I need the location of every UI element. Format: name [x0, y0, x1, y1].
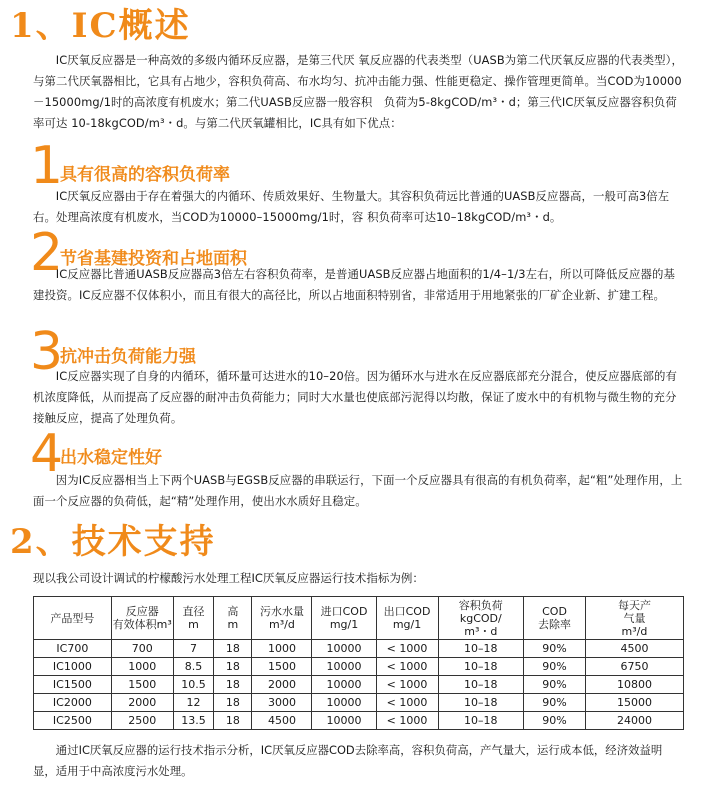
table-cell: 90%: [524, 694, 586, 712]
advantage-2-number: 2: [30, 223, 64, 283]
table-row: [34, 640, 684, 658]
table-cell: 10–18: [438, 676, 524, 694]
advantage-3-number: 3: [30, 322, 64, 382]
column-header: 每天产 气量 m³/d: [585, 597, 683, 640]
table-cell: 18: [214, 640, 252, 658]
table-cell: 3000: [252, 694, 312, 712]
table-cell: IC700: [34, 640, 112, 658]
table-cell: < 1000: [376, 658, 438, 676]
table-cell: < 1000: [376, 640, 438, 658]
table-row: [34, 676, 684, 694]
table-row: [34, 694, 684, 712]
advantage-4-title: 出水稳定性好: [60, 448, 162, 468]
table-cell: 1000: [111, 658, 173, 676]
table-cell: 8.5: [173, 658, 214, 676]
advantage-1-number: 1: [30, 136, 64, 196]
column-header: 出口COD mg/1: [376, 597, 438, 640]
table-cell: 6750: [585, 658, 683, 676]
advantage-3-title: 抗冲击负荷能力强: [60, 347, 196, 367]
table-cell: 1000: [252, 640, 312, 658]
table-cell: 24000: [585, 712, 683, 730]
overview-paragraph: IC厌氧反应器是一种高效的多级内循环反应器，是第三代厌 氧反应器的代表类型（UASB为第二代厌氧反应器的代表类型），与第二代厌氧器相比，它具有占地少，容积负荷高、布水均匀、抗冲击能力强、性能更稳定、操作管理更简单。当COD为10000－15000mg/1时的高浓度有机废水；第二代UASB反应器一般容积 负荷为5-8kgCOD/m³・d；第三代IC厌氧反应器容积负荷率可达 10-18kgCOD/m³・d。与第二代厌氧罐相比，IC具有如下优点：: [33, 53, 683, 130]
table-cell: 4500: [585, 640, 683, 658]
table-cell: < 1000: [376, 676, 438, 694]
table-cell: 700: [111, 640, 173, 658]
table-cell: 10000: [312, 640, 376, 658]
table-intro: 现以我公司设计调试的柠檬酸污水处理工程IC厌氧反应器运行技术指标为例：: [33, 571, 424, 585]
table-cell: 13.5: [173, 712, 214, 730]
table-cell: 18: [214, 676, 252, 694]
table-body: [34, 640, 684, 730]
spec-table: [33, 596, 684, 730]
table-cell: 90%: [524, 640, 586, 658]
table-cell: 7: [173, 640, 214, 658]
table-cell: 90%: [524, 712, 586, 730]
conclusion-paragraph: 通过IC厌氧反应器的运行技术指示分析，IC厌氧反应器COD去除率高，容积负荷高，产气量大，运行成本低，经济效益明显，适用于中高浓度污水处理。: [33, 743, 663, 778]
table-cell: < 1000: [376, 694, 438, 712]
table-cell: IC1500: [34, 676, 112, 694]
advantage-2-title: 节省基建投资和占地面积: [60, 249, 247, 269]
table-cell: 10000: [312, 712, 376, 730]
section2-heading: 2、技术支持: [10, 522, 216, 562]
table-cell: 10–18: [438, 712, 524, 730]
table-cell: 18: [214, 694, 252, 712]
column-header: COD 去除率: [524, 597, 586, 640]
table-cell: 15000: [585, 694, 683, 712]
table-cell: 10800: [585, 676, 683, 694]
advantage-1-title: 具有很高的容积负荷率: [60, 165, 230, 185]
advantage-3-text: IC反应器实现了自身的内循环，循环量可达进水的10–20倍。因为循环水与进水在反应器底部充分混合，使反应器底部的有机浓度降低，从而提高了反应器的耐冲击负荷能力；同时大水量也使底部污泥得以均散，保证了废水中的有机物与微生物的充分接触反应，提高了处理负荷。: [33, 369, 678, 425]
table-cell: 90%: [524, 658, 586, 676]
table-cell: 10–18: [438, 640, 524, 658]
table-row: [34, 712, 684, 730]
table-cell: < 1000: [376, 712, 438, 730]
table-cell: 18: [214, 658, 252, 676]
advantage-4-number: 4: [30, 424, 64, 484]
column-header: 产品型号: [34, 597, 112, 640]
advantage-4-text: 因为IC反应器相当上下两个UASB与EGSB反应器的串联运行，下面一个反应器具有很高的有机负荷率，起“粗”处理作用，上面一个反应器的负荷低，起“精”处理作用，使出水水质好且稳定。: [33, 473, 683, 508]
column-header: 直径 m: [173, 597, 214, 640]
table-header-row: [34, 597, 684, 640]
table-cell: 1500: [111, 676, 173, 694]
table-cell: 2000: [111, 694, 173, 712]
table-cell: 10000: [312, 694, 376, 712]
column-header: 高 m: [214, 597, 252, 640]
table-cell: 10–18: [438, 658, 524, 676]
table-cell: 10–18: [438, 694, 524, 712]
section1-heading: 1、IC概述: [10, 6, 191, 46]
table-cell: 10000: [312, 658, 376, 676]
advantage-2-text: IC反应器比普通UASB反应器高3倍左右容积负荷率，是普通UASB反应器占地面积的1/4–1/3左右，所以可降低反应器的基建投资。IC反应器不仅体积小，而且有很大的高径比，所以占地面积特别省，非常适用于用地紧张的厂矿企业新、扩建工程。: [33, 267, 675, 302]
table-cell: IC2000: [34, 694, 112, 712]
table-cell: 18: [214, 712, 252, 730]
column-header: 污水水量 m³/d: [252, 597, 312, 640]
table-cell: 12: [173, 694, 214, 712]
table-cell: IC2500: [34, 712, 112, 730]
table-cell: IC1000: [34, 658, 112, 676]
column-header: 反应器 有效体积m³: [111, 597, 173, 640]
table-cell: 10.5: [173, 676, 214, 694]
table-cell: 2000: [252, 676, 312, 694]
table-row: [34, 658, 684, 676]
column-header: 进口COD mg/1: [312, 597, 376, 640]
column-header: 容积负荷 kgCOD/ m³・d: [438, 597, 524, 640]
advantage-1-text: IC厌氧反应器由于存在着强大的内循环、传质效果好、生物量大。其容积负荷远比普通的UASB反应器高，一般可高3倍左 右。处理高浓度有机废水，当COD为10000–15000mg/1时，容 积负荷率可达10–18kgCOD/m³・d。: [33, 189, 670, 224]
table-cell: 90%: [524, 676, 586, 694]
table-cell: 2500: [111, 712, 173, 730]
table-cell: 4500: [252, 712, 312, 730]
table-cell: 10000: [312, 676, 376, 694]
table-cell: 1500: [252, 658, 312, 676]
